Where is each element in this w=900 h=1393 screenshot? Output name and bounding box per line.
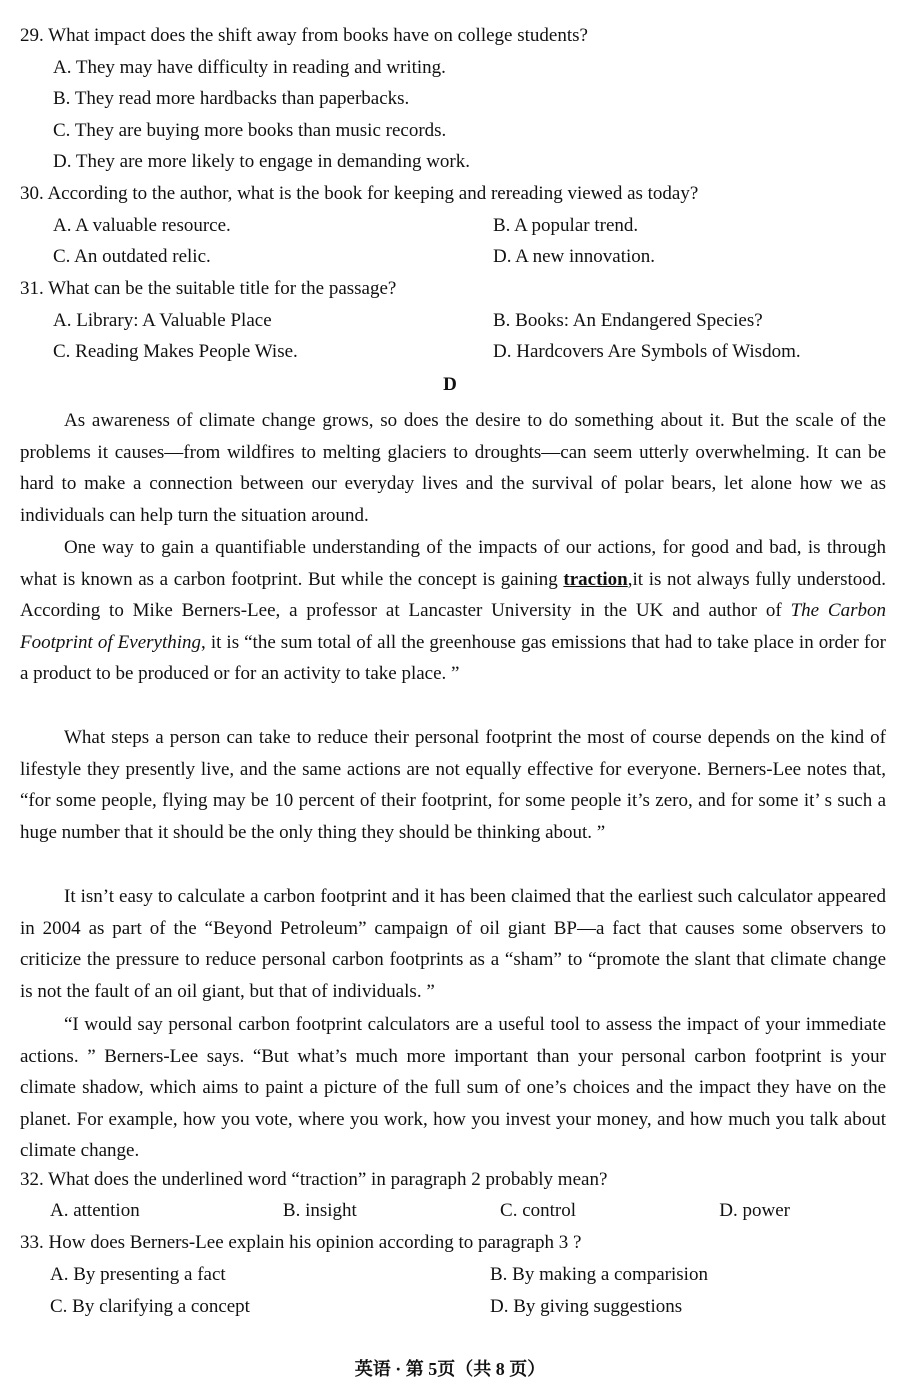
question-29-option-a: A. They may have difficulty in reading and writing. [53, 57, 446, 78]
question-32-stem: 32. What does the underlined word “traction” in paragraph 2 probably mean? [20, 1169, 608, 1190]
paragraph-2-text-a: One way to gain a quantifiable understanding of the impacts of our actions, for good and bad, is through what is known as a carbon footprint. But while the concept is gaining [20, 537, 886, 590]
question-30-option-a: A. A valuable resource. [53, 215, 231, 236]
question-30-option-b: B. A popular trend. [493, 215, 639, 236]
passage-paragraph-2 [20, 532, 886, 690]
question-31-stem: 31. What can be the suitable title for the passage? [20, 278, 397, 299]
question-32-options [50, 1199, 790, 1223]
question-33-option-a: A. By presenting a fact [50, 1264, 226, 1285]
section-heading: D [443, 374, 457, 395]
book-title: The Carbon Footprint of Everything [20, 600, 886, 653]
question-32-option-a: A. attention [50, 1200, 140, 1221]
question-33-stem: 33. How does Berners-Lee explain his opinion according to paragraph 3 ? [20, 1232, 582, 1253]
question-32-option-b: B. insight [282, 1200, 357, 1221]
question-29-option-d: D. They are more likely to engage in demanding work. [53, 151, 470, 172]
paragraph-2-text-c: , it is “the sum total of all the greenhouse gas emissions that had to take place in order for a product to be produced or for an activity to take place. ” [20, 631, 886, 685]
question-30-stem: 30. According to the author, what is the book for keeping and rereading viewed as today? [20, 183, 699, 204]
question-32-option-c: C. control [500, 1200, 577, 1221]
question-33-option-c: C. By clarifying a concept [50, 1296, 250, 1317]
question-30-option-c: C. An outdated relic. [53, 246, 211, 267]
paragraph-2-text-b: ,it is not always fully understood. According to Mike Berners-Lee, a professor at Lancaster University in the UK and author of [20, 568, 887, 622]
passage-paragraph-1: As awareness of climate change grows, so does the desire to do something about it. But the scale of the problems it causes—from wildfires to melting glaciers to droughts—can seem utterly overwhelming. It can be hard to make a connection between our everyday lives and the survival of polar bears, let alone how we as individuals can help turn the situation around. [20, 410, 886, 526]
underlined-word-traction: traction [563, 568, 628, 590]
passage-paragraph-3: What steps a person can take to reduce their personal footprint the most of course depends on the kind of lifestyle they presently live, and the same actions are not equally effective for everyone. Berners-Lee notes that, “for some people, flying may be 10 percent of their footprint, for some people it’s zero, and for some it’ s such a huge number that it should be the only thing they should be thinking about. ” [20, 727, 886, 843]
page-footer: 英语 · 第 5页（共 8 页） [354, 1359, 546, 1379]
passage-paragraph-5: “I would say personal carbon footprint calculators are a useful tool to assess the impact of your immediate actions. ” Berners-Lee says. “But what’s much more important than your personal carbon footprint is your climate shadow, which aims to paint a picture of the full sum of one’s choices and the impact they have on the planet. For example, how you vote, where you work, how you invest your money, and how much you talk about climate change. [20, 1014, 886, 1162]
question-31-option-b: B. Books: An Endangered Species? [493, 310, 763, 331]
question-29-option-b: B. They read more hardbacks than paperbacks. [53, 88, 410, 109]
question-32-option-d: D. power [719, 1200, 790, 1221]
question-30-option-d: D. A new innovation. [493, 246, 656, 267]
question-33-option-b: B. By making a comparision [490, 1264, 708, 1285]
question-33-option-d: D. By giving suggestions [490, 1296, 683, 1317]
question-29-option-c: C. They are buying more books than music records. [53, 120, 447, 141]
question-29-stem: 29. What impact does the shift away from books have on college students? [20, 25, 588, 46]
question-31-option-a: A. Library: A Valuable Place [53, 310, 272, 331]
question-31-option-d: D. Hardcovers Are Symbols of Wisdom. [493, 341, 801, 362]
question-31-option-c: C. Reading Makes People Wise. [53, 341, 298, 362]
passage-paragraph-4: It isn’t easy to calculate a carbon footprint and it has been claimed that the earliest such calculator appeared in 2004 as part of the “Beyond Petroleum” campaign of oil giant BP—a fact that causes some observers to criticize the pressure to reduce personal carbon footprints as a “sham” to “promote the slant that climate change is not the fault of an oil giant, but that of individuals. ” [20, 886, 886, 1002]
